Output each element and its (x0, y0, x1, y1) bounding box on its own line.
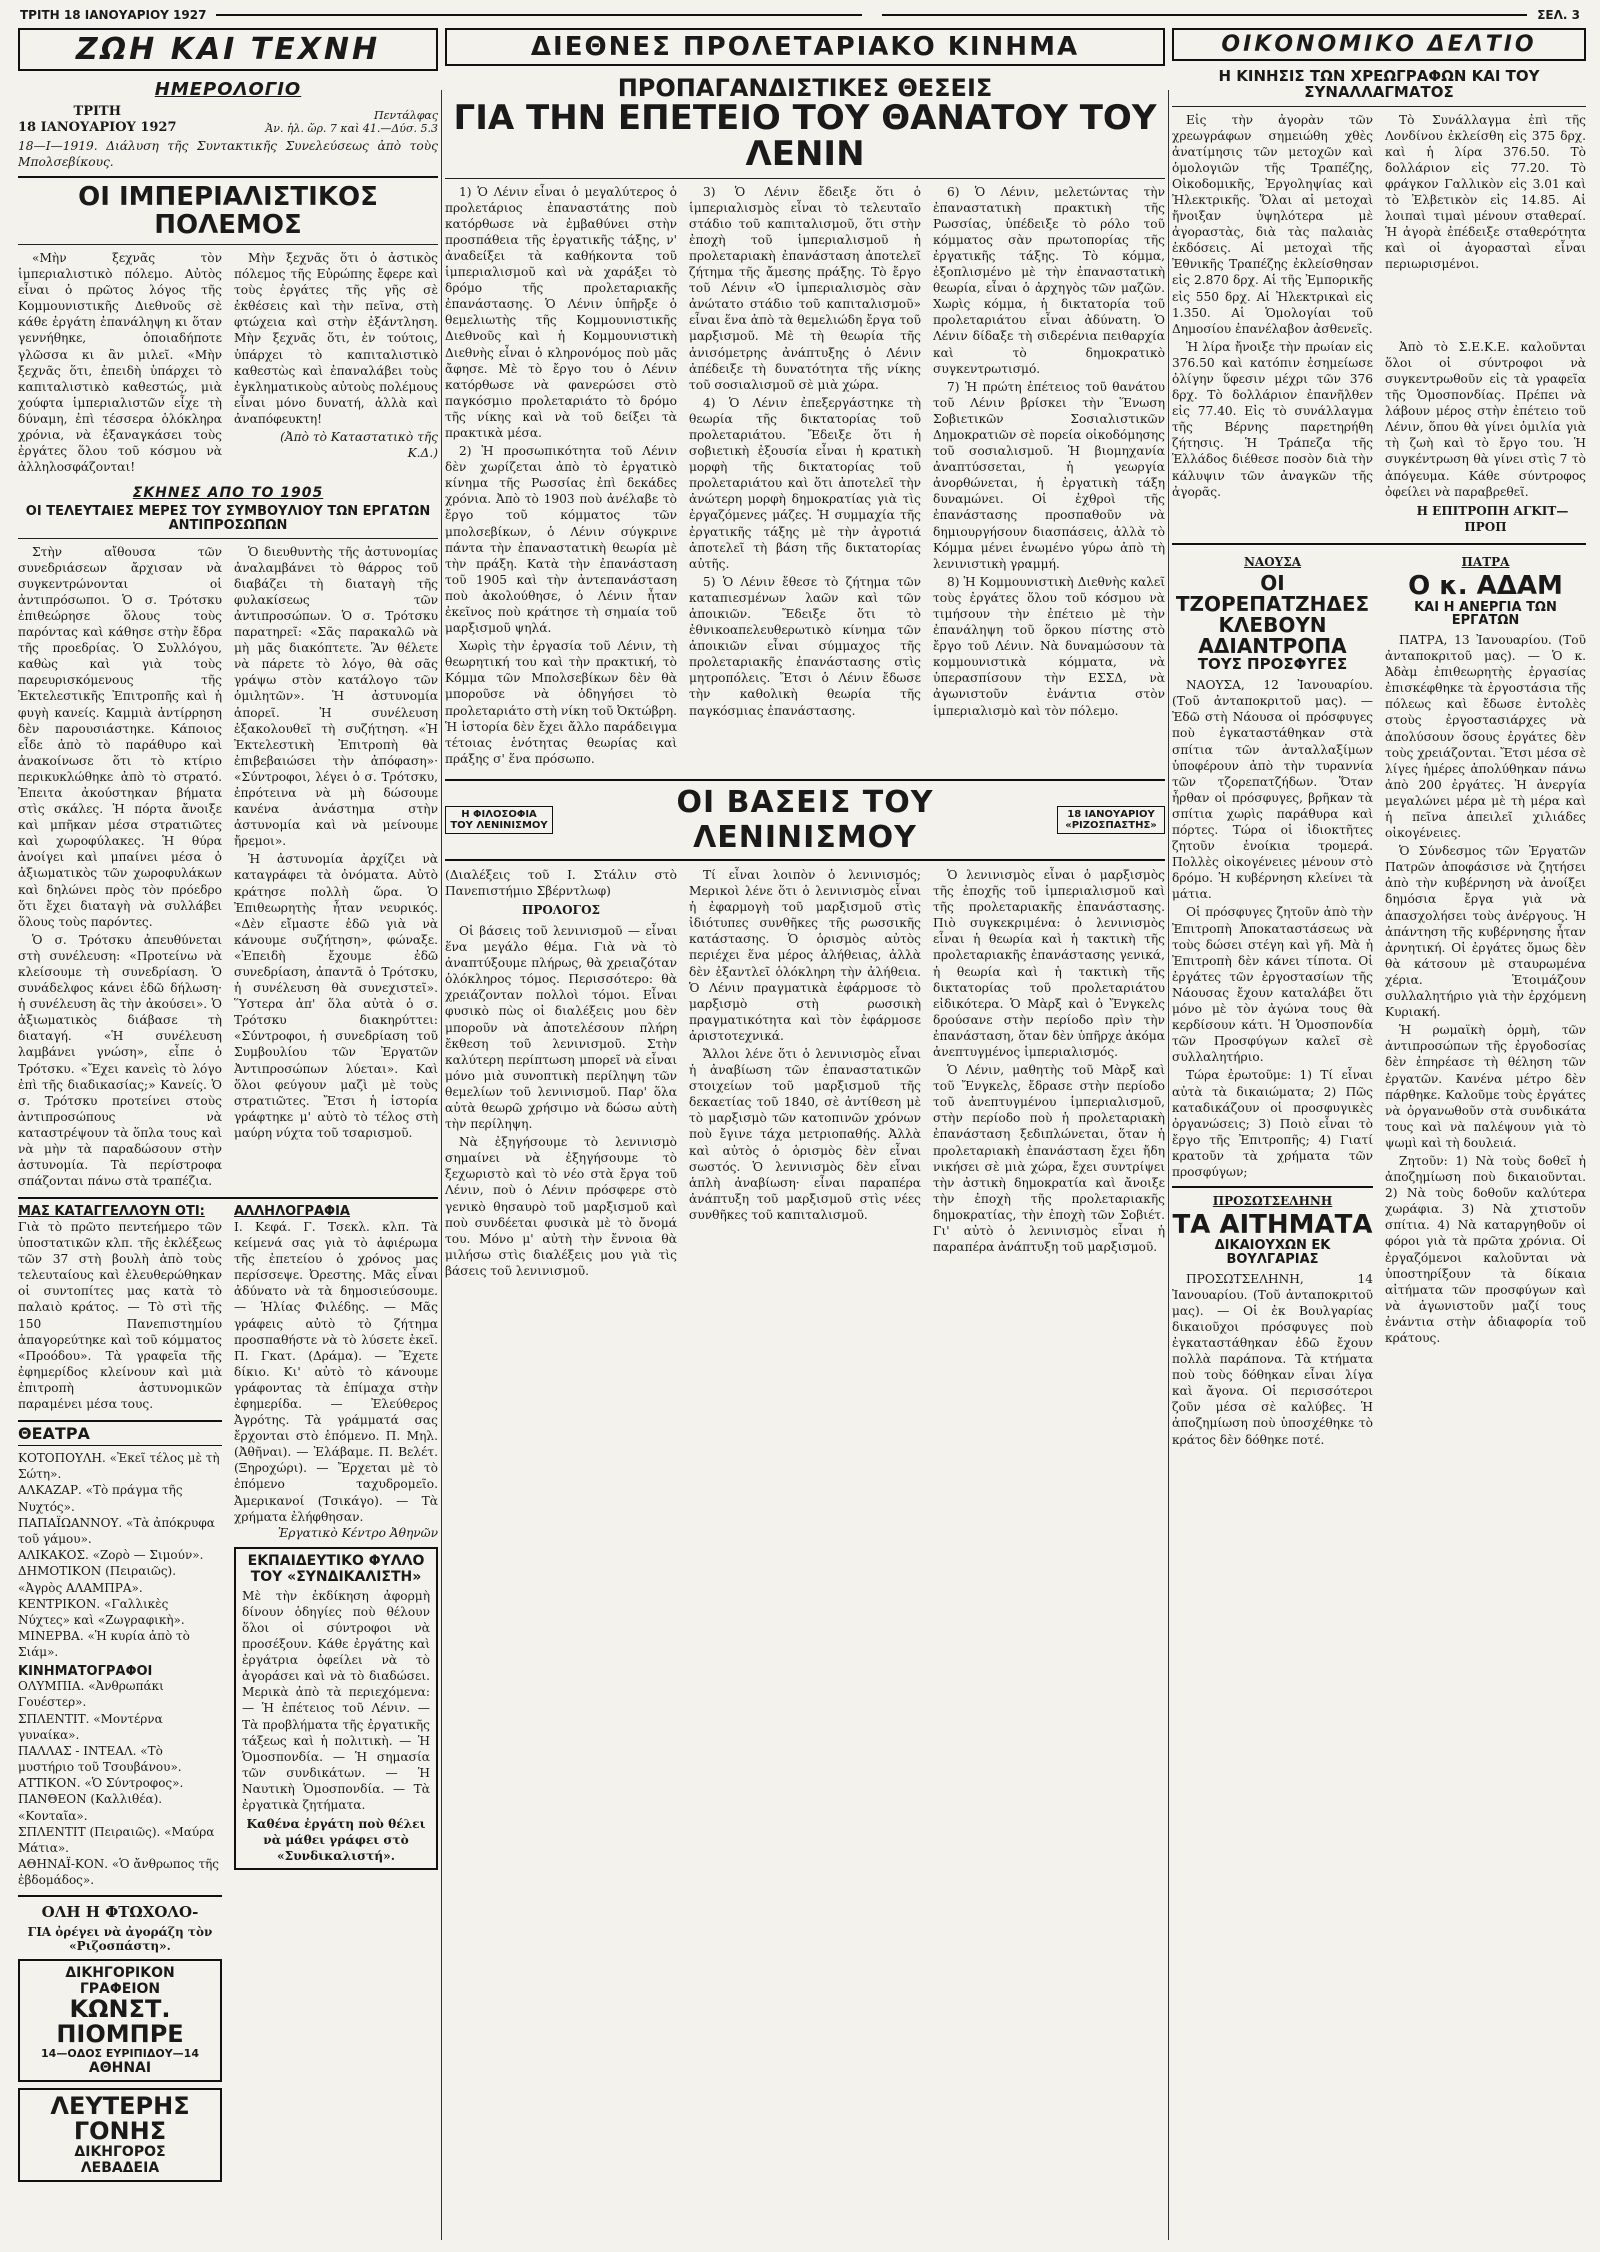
headline-last-days-soviet: ΟΙ ΤΕΛΕΥΤΑΙΕΣ ΜΕΡΕΣ ΤΟΥ ΣΥΜΒΟΥΛΙΟΥ ΤΩΝ ΕΡΓΑΤΩΝ ΑΝΤΙΠΡΟΣΩΠΩΝ (25, 504, 431, 533)
ad-line: ΛΕΥΤΕΡΗΣ ΓΟΝΗΣ (50, 2091, 190, 2146)
list-item: ΠΑΠΑΪΩΑΝΝΟΥ. «Τὰ ἀπόκρυφα τοῦ γάμου». (18, 1515, 215, 1547)
article-paragraph: Στὴν αἴθουσα τῶν συνεδριάσεων ἄρχισαν νὰ συγκεντρώνονται οἱ ἀντιπρόσωποι. Ὁ σ. Τρότσκυ ἐπιθεώρησε ὅλους τοὺς παρόντας καὶ κάθησε στὴν ἔδρα τῆς προεδρίας. Ὁ Συλλόγου, καθὼς καὶ γιὰ τοὺς παρευρισκόμενους τῆς Ἐκτελεστικῆς Ἐπιτροπῆς καὶ ἡ φυγὴ κανείς. Καμμιὰ ἀντίρρηση δὲν παρουσιάστηκε. Κάποιος εἶδε ἀπὸ τὸ παράθυρο καὶ ἀνακοίνωσε ὅτι τὸ κτίριο περικυκλώθηκε ἀπὸ τὸ στρατό. Ἐπειτα ἀκούστηκαν βήματα στὶς σκάλες. Ἡ πόρτα ἄνοιξε καὶ μπῆκαν μέσα στρατιῶτες καὶ χωροφύλακες. Ἡ θύρα ἀνοίγει καὶ μπαίνει μέσα ὁ ἀξιωματικὸς τῶν χωροφυλάκων καὶ δηλώνει πρὸς τὸν πρόεδρο ὅτι ἔχει διαταγὴ νὰ συλλάβει ὅλους τοὺς παρόντες. (18, 544, 222, 929)
article-leninism (445, 867, 1165, 1281)
column-left (18, 28, 438, 2252)
list-item: ΑΛΚΑΖΑΡ. «Τὸ πράγμα τῆς Νυχτός». (18, 1483, 183, 1514)
calendar-note: 18—I—1919. Διάλυση τῆς Συντακτικῆς Συνελεύσεως ἀπὸ τοὺς Μπολσεβίκους. (18, 139, 438, 170)
article-paragraph: Ὁ Σύνδεσμος τῶν Ἐργατῶν Πατρῶν ἀποφάσισε νὰ ζητήσει ἀπὸ τὴν κυβέρνηση νὰ ἀνοίξει δημόσια ἔργα γιὰ νὰ ἀπασχολήσει τοὺς ἀνέργους. Ἡ ἀπάντηση τῆς κυβέρνησης ἦταν ἀρνητική. Οἱ ἐργάτες ὅμως δὲν θὰ κάτσουν μὲ σταυρωμένα χέρια. Ἑτοιμάζουν συλλαλητήριο γιὰ τὴν ἐρχόμενη Κυριακή. (1385, 844, 1586, 1020)
article-paragraph: 5) Ὁ Λένιν ἔθεσε τὸ ζήτημα τῶν καταπιεσμένων λαῶν καὶ τῶν ἀποικιῶν. Ἔδειξε ὅτι τὸ ἐθνικοαπελευθερωτικὸ κίνημα τῶν ἀποικιῶν εἶναι σύμμαχος τῆς προλεταριακῆς ἐπανάστασης στὶς μητροπόλεις. Ἔτσι ὁ Λένιν ἔδωσε τὴν καθολικὴ θεωρία τῆς παγκόσμιας ἐπανάστασης. (689, 574, 921, 718)
article-paragraph: ΝΑΟΥΣΑ, 12 Ἰανουαρίου. (Τοῦ ἀνταποκριτοῦ μας). — Ἐδῶ στὴ Νάουσα οἱ πρόσφυγες ποὺ ἐγκαταστάθηκαν στὰ σπίτια τῶν ἀνταλλαξίμων ὑποφέρουν ἀπὸ τὴν τυραννία τῶν τζορεπατζήδων. Ὅταν ἦρθαν οἱ πρόσφυγες, βρῆκαν τὰ σπίτια χωρὶς παράθυρα καὶ πόρτες. Τώρα οἱ ἰδιοκτῆτες ζητοῦν ἐνοίκια τρομερά. Πολλὲς οἰκογένειες μένουν στὸ δρόμο. Ἡ κυβέρνηση κλείνει τὰ μάτια. (1172, 678, 1373, 902)
article-paragraph: ΠΑΤΡΑ, 13 Ἰανουαρίου. (Τοῦ ἀνταποκριτοῦ μας). — Ὁ κ. Ἀδὰμ ἐπιθεωρητὴς ἐργασίας ἐπισκέφθηκε τὰ ἐργοστάσια τῆς πόλεως καὶ ἔδωσε ἐντολὲς στοὺς ἐργοστασιάρχες νὰ ἀπολύσουν ὅσους ἐργάτες δὲν τοὺς χρειάζονται. Ἔτσι μέσα σὲ λίγες ἡμέρες ἀπολύθηκαν πάνω ἀπὸ 200 ἐργάτες. Ἡ ἀνεργία μεγαλώνει μέρα μὲ τὴ μέρα καὶ ἡ πεῖνα ἀπειλεῖ χιλιάδες οἰκογένειες. (1385, 632, 1586, 841)
divider (18, 176, 438, 178)
article-paragraph: Ζητοῦν: 1) Νὰ τοὺς δοθεῖ ἡ ἀποζημίωση ποὺ δικαιοῦνται. 2) Νὰ τοὺς δοθοῦν καλύτερα χωράφια. 3) Νὰ χτιστοῦν σπίτια. 4) Νὰ καταργηθοῦν οἱ φόροι γιὰ τὰ πρῶτα χρόνια. Οἱ ἐργαζόμενοι καλοῦνται νὰ ὑποστηρίξουν τὰ δίκαια αἰτήματα τῶν προσφύγων καὶ νὰ ἀγωνιστοῦν μαζί τους ἐνάντια στὴν ἀδιαφορία τοῦ κράτους. (1385, 1153, 1586, 1346)
article-paragraph: 7) Ἡ πρώτη ἐπέτειος τοῦ θανάτου τοῦ Λένιν βρίσκει τὴν Ἕνωση Σοβιετικῶν Σοσιαλιστικῶν Δημοκρατιῶν σὲ πορεία οἰκοδόμησης τοῦ σοσιαλισμοῦ. Ἡ βιομηχανία ἀναπτύσσεται, ἡ γεωργία ἀνορθώνεται, ἡ ἐργατικὴ τάξη δυναμώνει. Οἱ ἐχθροὶ τῆς ἐπανάστασης προσπαθοῦν νὰ δημιουργήσουν διασπάσεις, ἀλλὰ τὸ Κόμμα μένει ἑνωμένο γύρω ἀπὸ τὴ λενινιστικὴ γραμμή. (933, 379, 1165, 571)
divider (18, 244, 438, 245)
cinema-list (18, 1678, 222, 1888)
article-paragraph: Ἀπὸ τὸ Σ.Ε.Κ.Ε. καλοῦνται ὅλοι οἱ σύντροφοι νὰ συγκεντρωθοῦν εἰς τὰ γραφεῖα τῆς Ὁμοσπονδίας. Πρέπει νὰ λάβουν μέρος στὴν ἐπέτειο τοῦ Λένιν, ὅπου θὰ γίνει ὁμιλία γιὰ τὴ ζωὴ καὶ τὸ ἔργο του. Ἡ συγκέντρωση θὰ γίνει στὶς 7 τὸ ἀπόγευμα. Κάθε σύντροφος ὀφείλει νὰ παραβρεθεῖ. (1385, 339, 1586, 499)
list-item: ΣΠΛΕΝΤΙΤ (Πειραιῶς). «Μαύρα Μάτια». (18, 1824, 215, 1856)
article-paragraph: Ὁ Λένιν, μαθητὴς τοῦ Μὰρξ καὶ τοῦ Ἔνγκελς, ἔδρασε στὴν περίοδο τοῦ ἀνεπτυγμένου ἱμπεριαλισμοῦ, στὴν περίοδο ποὺ ἡ προλεταριακὴ ἐπανάσταση ξεδιπλώνεται, ὅταν ἡ προλεταριακὴ ἐπανάσταση ἔχει ἤδη νικήσει σὲ μιὰ χώρα, ἔχει συντρίψει τὴν ἀστικὴ δημοκρατία καὶ ἄνοιξε τὴν ἐποχὴ τῆς προλεταριακῆς δημοκρατίας, τὴν ἐποχὴ τῶν Σοβιέτ. Γι' αὐτὸ ὁ λενινισμὸς εἶναι ἡ παραπέρα ἀνάπτυξη τοῦ μαρξισμοῦ. (933, 1063, 1165, 1255)
headline-naousa-3: ΤΟΥΣ ΠΡΟΣΦΥΓΕΣ (1197, 655, 1348, 674)
headline-demands-1: ΤΑ ΑΙΤΗΜΑΤΑ (1172, 1210, 1373, 1241)
article-stocks (1172, 112, 1586, 339)
article-paragraph: Ὁ διευθυντὴς τῆς ἀστυνομίας ἀναλαμβάνει τὸ θάρρος τοῦ διαβάζει τὴ διαταγὴ τῆς φυλακίσεως τῶν ἀντιπροσώπων. Ὁ σ. Τρότσκυ παρατηρεῖ: «Σᾶς παρακαλῶ νὰ μὴ μᾶς διακόπτετε. Ἂν θέλετε νὰ πάρετε τὸ λόγο, θὰ σᾶς γράψω στὸν κατάλογο τῶν ὁμιλητῶν». Ἡ ἀστυνομία ἀπορεῖ. Ἡ συνέλευση ἐξακολουθεῖ τὴ συζήτηση. «Ἡ Ἐκτελεστικὴ Ἐπιτροπὴ θὰ ἐπιβεβαιώσει τὴν ἀπόφαση»· «Σύντροφοι, λέγει ὁ σ. Τρότσκυ, ἐπρότεινα νὰ μὴ δώσουμε κανένα ἀνάστημα στὴν ἀστυνομία καὶ νὰ μείνουμε ἤρεμοι». (234, 544, 438, 849)
calendar-date (18, 104, 438, 135)
section-masthead-zoi: ΖΩΗ ΚΑΙ ΤΕΧΝΗ (18, 28, 438, 71)
column-center (445, 28, 1165, 2252)
right-lower-section (1172, 551, 1586, 1449)
letters-text: Ι. Κεφά. Γ. Τσεκλ. κλπ. Τὰ κείμενά σας γιὰ τὸ ἀφιέρωμα τῆς ἐπετείου ὁ χρόνος μας περίσσεψε. Ὀρεστης. Μᾶς εἶναι ἀδύνατο νὰ τὰ δημοσιεύσουμε. — Ἡλίας Φιλέδης. — Μᾶς γράφεις αὐτὸ τὸ ζήτημα προσπαθήστε νὰ τὸ λύσετε ἐκεῖ. Π. Γκατ. (Δράμα). — Ἔχετε δίκιο. Κι' αὐτὸ τὸ κάνουμε γράφοντας τὰ ἐπίμαχα στὴν ἐφημερίδα. — Ἐλεύθερος Ἀγρότης. Τὰ γράμματά σας ἔρχονται στὸ ἑπόμενο. Π. Μηλ. (Ἀθῆναι). — Ἐλάβαμε. Π. Βελέτ. (Ξηροχώρι). — Ἔρχεται μὲ τὸ ἑπόμενο ταχυδρομεῖο. Ἀμερικανοί (Τσικάγο). — Τὰ χρήματα ἐλήφθησαν. (234, 1219, 438, 1524)
ad-lawyer-gonis (18, 2088, 222, 2182)
article-paragraph: Τώρα ἐρωτοῦμε: 1) Τί εἶναι αὐτὰ τὰ δικαιώματα; 2) Πῶς καταδικάζουν οἱ προσφυγικὲς ὀργανώσεις; 3) Ποιὸ εἶναι τὸ ἔργο τῆς Ἐπιτροπῆς; 4) Γιατί κρατοῦν τὰ χρήματα τῶν προσφύγων; (1172, 1068, 1373, 1179)
page-header (20, 4, 1580, 26)
list-item: ΜΙΝΕΡΒΑ. «Ἡ κυρία ἀπὸ τὸ Σιάμ». (18, 1629, 190, 1660)
theatre-title: ΘΕΑΤΡΑ (18, 1420, 222, 1446)
cinema-title: ΚΙΝΗΜΑΤΟΓΡΑΦΟΙ (18, 1663, 153, 1679)
column-divider-2 (1168, 90, 1169, 2240)
naousa-city-label: ΝΑΟΥΣΑ (1243, 555, 1302, 570)
box-title: ΕΚΠΑΙΔΕΥΤΙΚΟ ΦΥΛΛΟ (247, 1552, 425, 1569)
list-item: ΚΕΝΤΡΙΚΟΝ. «Γαλλικὲς Νύχτες» καὶ «Ζωγραφικὴ». (18, 1596, 185, 1627)
article-paragraph: Οἱ πρόσφυγες ζητοῦν ἀπὸ τὴν Ἐπιτροπὴ Ἀποκαταστάσεως νὰ τοὺς δώσει στέγη καὶ γῆ. Μὰ ἡ Ἐπιτροπὴ δὲν κάνει τίποτα. Οἱ ἐργάτες τῶν ἐργοστασίων τῆς Νάουσας ἔχουν καταλάβει ὅτι μόνο μὲ τὸν ἀγώνα τους θὰ κερδίσουν κάτι. Ἡ Ὁμοσπονδία τῶν Προσφύγων καλεῖ σὲ συλλαλητήριο. (1172, 905, 1373, 1065)
headline-theses-top: ΠΡΟΠΑΓΑΝΔΙΣΤΙΚΕΣ ΘΕΣΕΙΣ (617, 74, 993, 102)
article-paragraph: Τὸ Συνάλλαγμα ἐπὶ τῆς Λονδίνου ἐκλείσθη εἰς 375 δρχ. καὶ ἡ λίρα 376.50. Τὸ δολλάριον εἰς 77.20. Τὸ φράγκον Γαλλικὸν εἰς 3.01 καὶ τὸ Ἐλβετικὸν εἰς 14.85. Αἱ λοιπαὶ τιμαὶ μένουν σταθεραί. Ἡ ἀγορὰ ἐπέδειξε σταθερότητα καὶ οἱ ἀγορασταὶ εἶναι περιωρισμένοι. (1385, 112, 1586, 272)
article-paragraph: 4) Ὁ Λένιν ἐπεξεργάστηκε τὴ θεωρία τῆς δικτατορίας τοῦ προλεταριάτου. Ἔδειξε ὅτι ἡ σοβιετικὴ ἐξουσία εἶναι ἡ κρατικὴ μορφὴ τῆς δικτατορίας τοῦ προλεταριάτου καὶ ὅτι ἀποτελεῖ τὴν ἀνώτερη μορφὴ δημοκρατίας γιὰ τὶς ἐργαζόμενες μάζες. Ἡ συμμαχία τῆς ἐργατικῆς τάξης μὲ τὴν ἀγροτιά ἀποτελεῖ τὴ βάση τῆς δικτατορίας αὐτῆς. (689, 395, 921, 571)
list-item: ΠΑΛΛΑΣ - ΙΝΤΕΑΛ. «Τὸ μυστήριο τοῦ Τσουβάνου». (18, 1743, 182, 1775)
article-paragraph: 8) Ἡ Κομμουνιστικὴ Διεθνὴς καλεῖ τοὺς ἐργάτες ὅλου τοῦ κόσμου νὰ τιμήσουν τὴν ἐπέτειο μὲ τὴν ἐπανάληψη τοῦ ὅρκου πίστης στὸ ἔργο τοῦ Λένιν. Νὰ δυναμώσουν τὰ κομμουνιστικὰ κόμματα, νὰ ὑπερασπίσουν τὴν ΕΣΣΔ, νὰ ἀγωνιστοῦν ἐνάντια στὸν ἱμπεριαλισμὸ καὶ τὸν πόλεμο. (933, 574, 1165, 718)
article-paragraph: Μὴν ξεχνᾶς ὅτι ὁ ἀστικὸς πόλεμος τῆς Εὐρώπης ἔφερε καὶ τοὺς ἐργάτες τῆς γῆς σὲ ἐκθέσεις καὶ τὴν πεῖνα, στὴ φτώχεια καὶ στὴν ἐξάντληση. Μὴν ξεχνᾶς ὅτι, ἐν τούτοις, ὑπάρχει τὸ καπιταλιστικὸ καθεστὼς καὶ ἐπαναλάβει τοὺς ἐγκληματικοὺς αὐτοὺς πολέμους εἶναι μόνο δυνατή, ἀλλὰ καὶ ἀναπόφευκτη! (234, 250, 438, 426)
headline-naousa-2: ΚΛΕΒΟΥΝ ΑΔΙΑΝΤΡΟΠΑ (1198, 613, 1347, 659)
headline-adam-1: Ο κ. ΑΔΑΜ (1408, 571, 1563, 602)
theatre-list (18, 1450, 222, 1660)
scenes-kicker: ΣΚΗΝΕΣ ΑΠΟ ΤΟ 1905 (132, 485, 324, 502)
ad-line: ΔΙΚΗΓΟΡΟΣ (74, 2144, 166, 2161)
ad-line: ΚΩΝΣΤ. ΠΙΟΜΠΡΕ (56, 1994, 184, 2048)
divider (1172, 543, 1586, 545)
ad-line: 14—ΟΔΟΣ ΕΥΡΙΠΙΔΟΥ—14 (41, 2046, 199, 2060)
article-paragraph: 1) Ὁ Λένιν εἶναι ὁ μεγαλύτερος ὁ προλετάριος ἐπαναστάτης ποὺ κατόρθωσε νὰ ἐμβαθύνει στὴν προσπάθεια τῆς ἐργατικῆς τάξης, ν' ἀναδείξει τὰ καθήκοντα τοῦ ἱμπεριαλισμοῦ καὶ νὰ χαράξει τὸ δρόμο τῆς προλεταριακῆς ἐπανάστασης. Ὁ Λένιν ὑπῆρξε ὁ θεμελιωτὴς τῆς Κομμουνιστικῆς Διεθνοῦς καὶ ἡ Κομμουνιστικὴ Διεθνὴς εἶναι ὁ κληρονόμος ποὺ μᾶς ἄφησε. Μὲ τὸ ἔργο του ὁ Λένιν κατόρθωσε νὰ φανερώσει στὸ παγκόσμιο προλεταριάτο τὸ δρόμο τῆς νίκης καὶ νὰ τοῦ δείξει τὰ πρακτικὰ μέσα. (445, 184, 677, 440)
box-subtitle: ΤΟΥ «ΣΥΝΔΙΚΑΛΙΣΤΗ» (250, 1568, 422, 1585)
list-item: ΟΛΥΜΠΙΑ. «Ἀνθρωπάκι Γουέστερ». (18, 1679, 164, 1710)
leninism-subtitle: (Διαλέξεις τοῦ Ι. Στάλιν στὸ Πανεπιστήμιο Σβέρντλωφ) (445, 867, 677, 899)
divider (445, 178, 1165, 179)
article-stocks-cont (1172, 339, 1586, 538)
leninism-tag-left: Η ΦΙΛΟΣΟΦΙΑ ΤΟΥ ΛΕΝΙΝΙΣΜΟΥ (445, 806, 553, 834)
article-paragraph: Νὰ ἐξηγήσουμε τὸ λενινισμὸ σημαίνει νὰ ἐξηγήσουμε τὸ ξεχωριστὸ καὶ τὸ νέο στὰ ἔργα τοῦ Λένιν, ποὺ ὁ Λένιν πρόσφερε στὸ γενικὸ θησαυρὸ τοῦ μαρξισμοῦ καὶ ποὺ συνδέεται φυσικὰ μὲ τὸ ὄνομά του. Μόνο μ' αὐτὴ τὴν ἔννοια θὰ μιλήσω στὶς διαλέξεις μου γιὰ τὶς βάσεις τοῦ λενινισμοῦ. (445, 1135, 677, 1278)
headline-imperialist-war: ΟΙ ΙΜΠΕΡΙΑΛΙΣΤΙΚΟΣ ΠΟΛΕΜΟΣ (78, 182, 378, 240)
ad-line: ΛΕΒΑΔΕΙΑ (80, 2160, 160, 2177)
article-last-days-soviet (18, 544, 438, 1192)
headline-demands-2: ΔΙΚΑΙΟΥΧΩΝ ΕΚ ΒΟΥΛΓΑΡΙΑΣ (1214, 1238, 1331, 1267)
list-item: ΑΛΙΚΑΚΟΣ. «Ζορὸ — Σιμούν». (18, 1548, 204, 1563)
letters-title: ΑΛΛΗΛΟΓΡΑΦΙΑ (234, 1204, 350, 1220)
list-item: ΠΑΝΘΕΟΝ (Καλλιθέα). «Κονταῖα». (18, 1792, 163, 1823)
article-paragraph: Ὁ σ. Τρότσκυ ἀπευθύνεται στὴ συνέλευση: «Προτείνω νὰ κλείσουμε τὴ συνεδρίαση. Ὁ συνάδελφος κάνει ἐδῶ δήλωση· ἡ συνέλευση ἂς τὴν ἀκούσει». Ὁ ἀξιωματικὸς διάβασε τὴ διαταγή. «Ἡ συνέλευση λαμβάνει γνώση», εἶπε ὁ Τρότσκυ. «Ἔχει κανεὶς τὸ λόγο ἐπὶ τῆς διαδικασίας;» Κανείς. Ὁ σ. Τρότσκυ προτείνει στοὺς ἀντιπροσώπους νὰ καταστρέψουν τὰ ὅπλα τους καὶ νὰ μὴν τὰ παραδώσουν στὴν ἀστυνομία. Τὰ περίστροφα σπάζονται πάνω στὰ τραπέζια. (18, 932, 222, 1189)
divider (18, 1895, 222, 1897)
leninism-banner (445, 779, 1165, 861)
article-signature: Η ΕΠΙΤΡΟΠΗ ΑΓΚΙΤ—ΠΡΟΠ (1416, 503, 1569, 534)
ad-law-office (18, 1959, 222, 2082)
ad-line: ΔΙΚΗΓΟΡΙΚΟΝ ΓΡΑΦΕΙΟΝ (65, 1964, 175, 1997)
article-paragraph: Εἰς τὴν ἀγορὰν τῶν χρεωγράφων σημειώθη χθὲς ἀνατίμησις τῶν μετοχῶν καὶ ὁμολογιῶν τῆς Τραπέζης, Οἰκοδομικῆς, Ἐργοληψίας καὶ Ἠλεκτρικῆς. Ὅλαι αἱ μετοχαὶ ἤνοιξαν ὑψηλότερα μὲ ἀγοραστὰς, διὰ τὰς παλαιὰς ἐκδόσεις. Αἱ μετοχαὶ τῆς Ἐθνικῆς Τραπέζης ἐκλείσθησαν εἰς 2.870 δρχ. Αἱ τῆς Ἐμπορικῆς εἰς 550 δρχ. Αἱ Ἠλεκτρικαὶ εἰς 1.350. Αἱ Ὁμολογίαι τοῦ Δημοσίου ἐπανέλαβον ἀσθενεῖς. (1172, 112, 1373, 336)
box-footer: Καθένα ἐργάτη ποὺ θέλει νὰ μάθει γράφει στὸ «Συνδικαλιστή». (246, 1817, 426, 1864)
header-rule-left (216, 14, 861, 16)
article-paragraph: Ἡ λίρα ἤνοιξε τὴν πρωίαν εἰς 376.50 καὶ κατόπιν ἐσημείωσε ὀλίγην ὕφεσιν μέχρι τῶν 376 δρχ. Τὸ δολλάριον ἐπανῆλθεν εἰς 77.40. Εἰς τὸ συνάλλαγμα τῆς Βέρνης παρετηρήθη ζήτησις. Ἡ Τράπεζα τῆς Ἑλλάδος διέθεσε ποσὸν διὰ τὴν κάλυψιν τῶν ἀναγκῶν τῆς ἀγορᾶς. (1172, 339, 1373, 499)
header-page-number: ΣΕΛ. 3 (1537, 8, 1580, 22)
header-date: ΤΡΙΤΗ 18 ΙΑΝΟΥΑΡΙΟΥ 1927 (20, 8, 207, 22)
letters-signature: Ἐργατικὸ Κέντρο Ἀθηνῶν (277, 1525, 438, 1540)
leninism-title: ΟΙ ΒΑΣΕΙΣ ΤΟΥ ΛΕΝΙΝΙΣΜΟΥ (676, 784, 934, 855)
divider (1172, 106, 1586, 107)
header-rule-right (882, 14, 1527, 16)
headline-theses-main: ΓΙΑ ΤΗΝ ΕΠΕΤΕΙΟ ΤΟΥ ΘΑΝΑΤΟΥ ΤΟΥ ΛΕΝΙΝ (453, 98, 1157, 174)
column-right (1172, 28, 1586, 2252)
article-paragraph: Χωρὶς τὴν ἐργασία τοῦ Λένιν, τὴ θεωρητική του καὶ τὴν πρακτική, τὸ Κόμμα τῶν Μπολσεβίκων δὲν θὰ μποροῦσε νὰ ὁδηγήσει τὸ προλεταριάτο στὴ νίκη τοῦ Ὀκτώβρη. Ἡ ἱστορία δὲν ἔχει ἄλλο παράδειγμα τέτοιας ἑνότητας θεωρίας καὶ πράξης σ' ἕνα πρόσωπο. (445, 639, 677, 766)
headline-adam-2: ΚΑΙ Η ΑΝΕΡΓΙΑ ΤΩΝ ΕΡΓΑΤΩΝ (1414, 599, 1557, 629)
calendar-weekday-alt: Πεντάλφας (374, 109, 438, 123)
headline-stocks-exchange: Η ΚΙΝΗΣΙΣ ΤΩΝ ΧΡΕΩΓΡΑΦΩΝ ΚΑΙ ΤΟΥ ΣΥΝΑΛΛΑΓΜΑΤΟΣ (1218, 67, 1540, 101)
list-item: ΣΠΛΕΝΤΙΤ. «Μοντέρνα γυναίκα». (18, 1711, 163, 1742)
article-paragraph: ΠΡΟΣΩΤΣΕΛΗΝΗ, 14 Ἰανουαρίου. (Τοῦ ἀνταποκριτοῦ μας). — Οἱ ἐκ Βουλγαρίας δικαιοῦχοι πρόσφυγες ποὺ ἐγκαταστάθηκαν ἐδῶ ἔχουν πολλὰ παράπονα. Τὰ κτήματα ποὺ τοὺς δόθηκαν εἶναι λίγα καὶ ἄγονα. Οἱ περισσότεροι ζοῦν μέσα σὲ καλύβες. Ἡ ἀποζημίωση ποὺ ὑποσχέθηκε τὸ κράτος δὲν δόθηκε ποτέ. (1172, 1271, 1373, 1447)
article-paragraph: Ἡ ρωμαϊκὴ ὁρμὴ, τῶν ἀντιπροσώπων τῆς ἐργοδοσίας δὲν ἐπηρέασε τὴ θέληση τῶν ἐργατῶν. Κανένα μέτρο δὲν πάρθηκε. Καλοῦμε τοὺς ἐργάτες νὰ ὀργανωθοῦν στὰ συνδικάτα τους καὶ νὰ παλέψουν γιὰ τὸ ψωμὶ καὶ τὴ δουλειά. (1385, 1023, 1586, 1150)
did-you-know-text: Γιὰ τὸ πρῶτο πεντεήμερο τῶν ὑποστατικῶν κλπ. τῆς ἐκλέξεως τῶν 37 στὴ βουλὴ ἀπὸ τοὺς τελευταίους καὶ ἐλευθερώθηκαν οἱ συντοπίτες μας κατὰ τὸ παλαιὸ κράτος. — Τὸ στὶ τῆς 150 Πανεπιστημίου ἀπαγορεύτηκε καὶ τοῦ κόμματος «Προόδου». Τὰ γραφεῖα τῆς ἐφημερίδος κλείνουν καὶ μιὰ ἐπιτροπὴ ἀστυνομικῶν παραμένει μέσα τους. (18, 1219, 222, 1411)
left-lower-section (18, 1205, 438, 2188)
article-source: (Ἀπὸ τὸ Καταστατικὸ τῆς Κ.Δ.) (280, 430, 438, 461)
article-paragraph: 2) Ἡ προσωπικότητα τοῦ Λένιν δὲν χωρίζεται ἀπὸ τὸ ἐργατικὸ κίνημα τῆς Ρωσσίας ἐπὶ δεκάδες χρόνια. Ἀπὸ τὸ 1903 ποὺ ἀνέλαβε τὸ ἔργο τοῦ κόμματος τῶν μπολσεβίκων, ὁ Λένιν σύγκρινε πάντα τὴν ἐπαναστατικὴ θεωρία μὲ τὴν πράξη. Κατὰ τὴν ἐπανάσταση τοῦ 1905 καὶ τὴν ἀντεπανάσταση ποὺ ἀκολούθησε, ὁ Λένιν ἦταν ἐκεῖνος ποὺ κράτησε τὴ σημαία τοῦ μαρξισμοῦ ψηλά. (445, 444, 677, 636)
section-masthead-economic: ΟΙΚΟΝΟΜΙΚΟ ΔΕΛΤΙΟ (1172, 28, 1586, 61)
list-item: ΚΟΤΟΠΟΥΛΗ. «Ἐκεῖ τέλος μὲ τὴ Σώτη». (18, 1451, 220, 1482)
article-theses (445, 184, 1165, 769)
column-divider-1 (441, 90, 442, 2240)
list-item: ΔΗΜΟΤΙΚΟΝ (Πειραιῶς). «Ἀγρὸς ΑΛΑΜΠΡΑ». (18, 1564, 177, 1595)
did-you-know-title: ΜΑΣ ΚΑΤΑΓΓΕΛΛΟΥΝ ΟΤΙ: (18, 1204, 205, 1220)
calendar-day: ΤΡΙΤΗ (73, 104, 122, 119)
patra-label: ΠΑΤΡΑ (1461, 555, 1510, 570)
box-text: Μὲ τὴν ἐκδίκηση ἀφορμὴ δίνουν ὁδηγίες ποὺ θέλουν ὅλοι οἱ σύντροφοι νὰ προσέξουν. Κάθε ἐργάτης καὶ ἐργάτρια ὀφείλει νὰ τὸ ἀγοράσει καὶ νὰ τὸ διαδώσει. Μερικὰ ἀπὸ τὰ περιεχόμενα: — Ἡ ἐπέτειος τοῦ Λένιν. — Τὰ προβλήματα τῆς ἐργατικῆς τάξεως καὶ ἡ πολιτικὴ. — Ἡ Ὁμοσπονδία. — Ἡ σημασία τῶν συνδικάτων. — Ἡ Ναυτικὴ Ὁμοσπονδία. — Τὰ ἐργατικὰ ζητήματα. (242, 1588, 430, 1813)
calendar-kicker: ΗΜΕΡΟΛΟΓΙΟ (154, 79, 302, 100)
ad-line: ΑΘΗΝΑΙ (88, 2059, 152, 2076)
leninism-prologue: ΠΡΟΛΟΓΟΣ (521, 903, 601, 918)
divider (18, 1197, 438, 1199)
article-imperialist-war (18, 250, 438, 477)
calendar-astro: Ἀν. ἡλ. ὥρ. 7 καὶ 41.—Δύσ. 5.3 (265, 122, 438, 136)
calendar-full-date: 18 ΙΑΝΟΥΑΡΙΟΥ 1927 (18, 119, 177, 135)
article-paragraph: Ἄλλοι λένε ὅτι ὁ λενινισμὸς εἶναι ἡ ἀναβίωση τῶν ἐπαναστατικῶν στοιχείων τοῦ μαρξισμοῦ τῆς δεκαετίας τοῦ 1840, σὲ ἀντίθεση μὲ τὸ μαρξισμὸ τῶν κατοπινῶν χρόνων ποὺ ἔγινε τάχα μετριοπαθής. Ἀλλὰ καὶ αὐτὸς ὁ ὁρισμὸς δὲν εἶναι σωστός. Ὁ λενινισμὸς δὲν εἶναι ἁπλὴ ἀναβίωση· εἶναι παραπέρα ἀνάπτυξη τοῦ μαρξισμοῦ στὶς νέες συνθῆκες τοῦ καπιταλισμοῦ. (689, 1046, 921, 1222)
box-syndicalist (234, 1547, 438, 1871)
headline-naousa-1: ΟΙ ΤΖΟΡΕΠΑΤΖΗΔΕΣ (1175, 571, 1370, 617)
article-paragraph: Τί εἶναι λοιπὸν ὁ λενινισμός; Μερικοὶ λένε ὅτι ὁ λενινισμὸς εἶναι ἡ ἐφαρμογὴ τοῦ μαρξισμοῦ στὶς ἰδιότυπες συνθῆκες τῆς ρωσσικῆς κατάστασης. Ὁ ὁρισμὸς αὐτὸς περιέχει ἕνα μέρος ἀλήθειας, ἀλλὰ δὲν ἐξαντλεῖ ὁλόκληρη τὴν ἀλήθεια. Ὁ Λένιν πραγματικὰ ἐφάρμοσε τὸ μαρξισμὸ στὴ ρωσσικὴ πραγματικότητα καὶ τὸν ἐφάρμοσε ἀριστοτεχνικά. (689, 867, 921, 1043)
article-paragraph: Ὁ λενινισμὸς εἶναι ὁ μαρξισμὸς τῆς ἐποχῆς τοῦ ἱμπεριαλισμοῦ καὶ τῆς προλεταριακῆς ἐπανάστασης. Πιὸ συγκεκριμένα: ὁ λενινισμὸς εἶναι ἡ θεωρία καὶ ἡ τακτικὴ τῆς προλεταριακῆς ἐπανάστασης γενικά, ἡ θεωρία καὶ ἡ τακτικὴ τῆς δικτατορίας τοῦ προλεταριάτου εἰδικότερα. Ὁ Μὰρξ καὶ ὁ Ἔνγκελς δρούσανε στὴν περίοδο πρὶν τὴν ἐπανάσταση, ὅταν δὲν ὑπῆρχε ἀκόμα ἀνεπτυγμένος ἱμπεριαλισμός. (933, 867, 1165, 1059)
divider (18, 538, 438, 539)
list-item: ΑΤΤΙΚΟΝ. «Ὁ Σύντροφος». (18, 1776, 184, 1791)
article-paragraph: 3) Ὁ Λένιν ἔδειξε ὅτι ὁ ἱμπεριαλισμὸς εἶναι τὸ τελευταῖο στάδιο τοῦ καπιταλισμοῦ, ὅτι στὴν ἐποχὴ τοῦ ἱμπεριαλισμοῦ ἡ προλεταριακὴ ἐπανάσταση ἀποτελεῖ ζήτημα τῆς ἄμεσης πράξης. Τὸ ἔργο τοῦ Λένιν «Ὁ ἱμπεριαλισμὸς σὰν ἀνώτατο στάδιο τοῦ καπιταλισμοῦ» εἶναι ἕνα ἀπὸ τὰ θεμελιώδη ἔργα τοῦ μαρξισμοῦ. Μὲ τὴ θεωρία τῆς ἀνισόμετρης ἀνάπτυξης ὁ Λένιν ἀπέδειξε τὴ δυνατότητα τῆς νίκης τοῦ σοσιαλισμοῦ σὲ μιὰ χώρα. (689, 184, 921, 392)
divider (1172, 1186, 1373, 1188)
article-paragraph: 6) Ὁ Λένιν, μελετώντας τὴν ἐπαναστατικὴ πρακτικὴ τῆς Ρωσσίας, ὑπέδειξε τὸ ρόλο τοῦ κόμματος σὰν πρωτοπορίας τῆς ἐργατικῆς τάξης. Τὸ κόμμα, ἐξοπλισμένο μὲ τὴν ἐπαναστατικὴ θεωρία, εἶναι ὁ ἀρχηγὸς τῶν μαζῶν. Χωρὶς κόμμα, ἡ δικτατορία τοῦ προλεταριάτου εἶναι ἀδύνατη. Ὁ Λένιν δίδαξε τὴ σιδερένια πειθαρχία καὶ τὸ δημοκρατικὸ συγκεντρωτισμό. (933, 184, 1165, 376)
section-masthead-international: ΔΙΕΘΝΕΣ ΠΡΟΛΕΤΑΡΙΑΚΟ ΚΙΝΗΜΑ (445, 28, 1165, 66)
article-paragraph: «Μὴν ξεχνᾶς τὸν ἱμπεριαλιστικὸ πόλεμο. Αὐτὸς εἶναι ὁ πρῶτος λόγος τῆς Κομμουνιστικῆς Διεθνοῦς σὲ κάθε ἐργάτη ἐπανάληψη κι ὅταν γεννήθηκε, ὁποιαδήποτε γλῶσσα κι ἂν μιλεῖ. «Μὴν ξεχνᾶς ὅτι, ἐπειδὴ ὑπάρχει τὸ καπιταλιστικὸ καθεστώς, μιὰ χούφτα ἱμπεριαλιστῶν εἶχε τὴ δύναμη, ἐπὶ τέσσερα ὁλόκληρα χρόνια, νὰ ἐξαναγκάσει τοὺς ἐργάτες ὅλου τοῦ κόσμου νὰ ἀλληλοσφάζονται! (18, 250, 222, 475)
prosoteleni-label: ΠΡΟΣΩΤΣΕΛΗΝΗ (1212, 1194, 1333, 1209)
article-paragraph: Οἱ βάσεις τοῦ λενινισμοῦ — εἶναι ἕνα μεγάλο θέμα. Γιὰ νὰ τὸ ἀναπτύξουμε πλήρως, θὰ χρειαζόταν ὁλόκληρος τόμος. Περισσότερο: θὰ χρειάζονταν πολλοὶ τόμοι. Εἶναι φυσικὸ πὼς οἱ διαλέξεις μου δὲν μποροῦν νὰ ἀποτελέσουν πλήρη ἔκθεση τοῦ λενινισμοῦ. Στὴν καλύτερη περίπτωση μπορεῖ νὰ εἶναι μόνο μιὰ συνοπτικὴ περίληψη τῶν θεμελίων τοῦ λενινισμοῦ. Παρ' ὅλα αὐτὰ θεωρῶ χρήσιμο νὰ δώσω αὐτὴ τὴν περίληψη. (445, 923, 677, 1132)
list-item: ΑΘΗΝΑΪ-ΚΟΝ. «Ὁ ἄνθρωπος τῆς ἐβδομάδος». (18, 1857, 219, 1888)
notice-line-2: ΓΙΑ ὀρέγει νὰ ἀγοράζη τὸν «Ριζοσπάστη». (27, 1924, 213, 1953)
leninism-tag-right: 18 ΙΑΝΟΥΑΡΙΟΥ «ΡΙΖΟΣΠΑΣΤΗΣ» (1057, 806, 1165, 834)
notice-line-1: ΟΛΗ Η ΦΤΩΧΟΛΟ- (41, 1902, 199, 1921)
article-paragraph: Ἡ ἀστυνομία ἀρχίζει νὰ καταγράφει τὰ ὀνόματα. Αὐτὸ κράτησε πολλὴ ὥρα. Ὁ Ἐπιθεωρητὴς ἦταν νευρικός. «Δὲν εἴμαστε ἐδῶ γιὰ νὰ κάνουμε συζήτηση», φώναξε. «Ἐπειδὴ ἔχουμε ἐδῶ συνεδρίαση, ἀπαντᾶ ὁ Τρότσκυ, ἡ συνέλευση θὰ συνεχιστεῖ». Ὕστερα ἀπ' ὅλα αὐτὰ ὁ σ. Τρότσκυ διακηρύττει: «Σύντροφοι, ἡ συνεδρίαση τοῦ Συμβουλίου τῶν Ἐργατῶν Ἀντιπροσώπων λύεται». Καὶ ὅλοι φεύγουν μαζὶ μὲ τοὺς στρατιῶτες. Ἔτσι ἡ ἱστορία γράφτηκε μ' αὐτὸ τὸ τέλος στὴ μαύρη νύχτα τοῦ τσαρισμοῦ. (234, 852, 438, 1140)
